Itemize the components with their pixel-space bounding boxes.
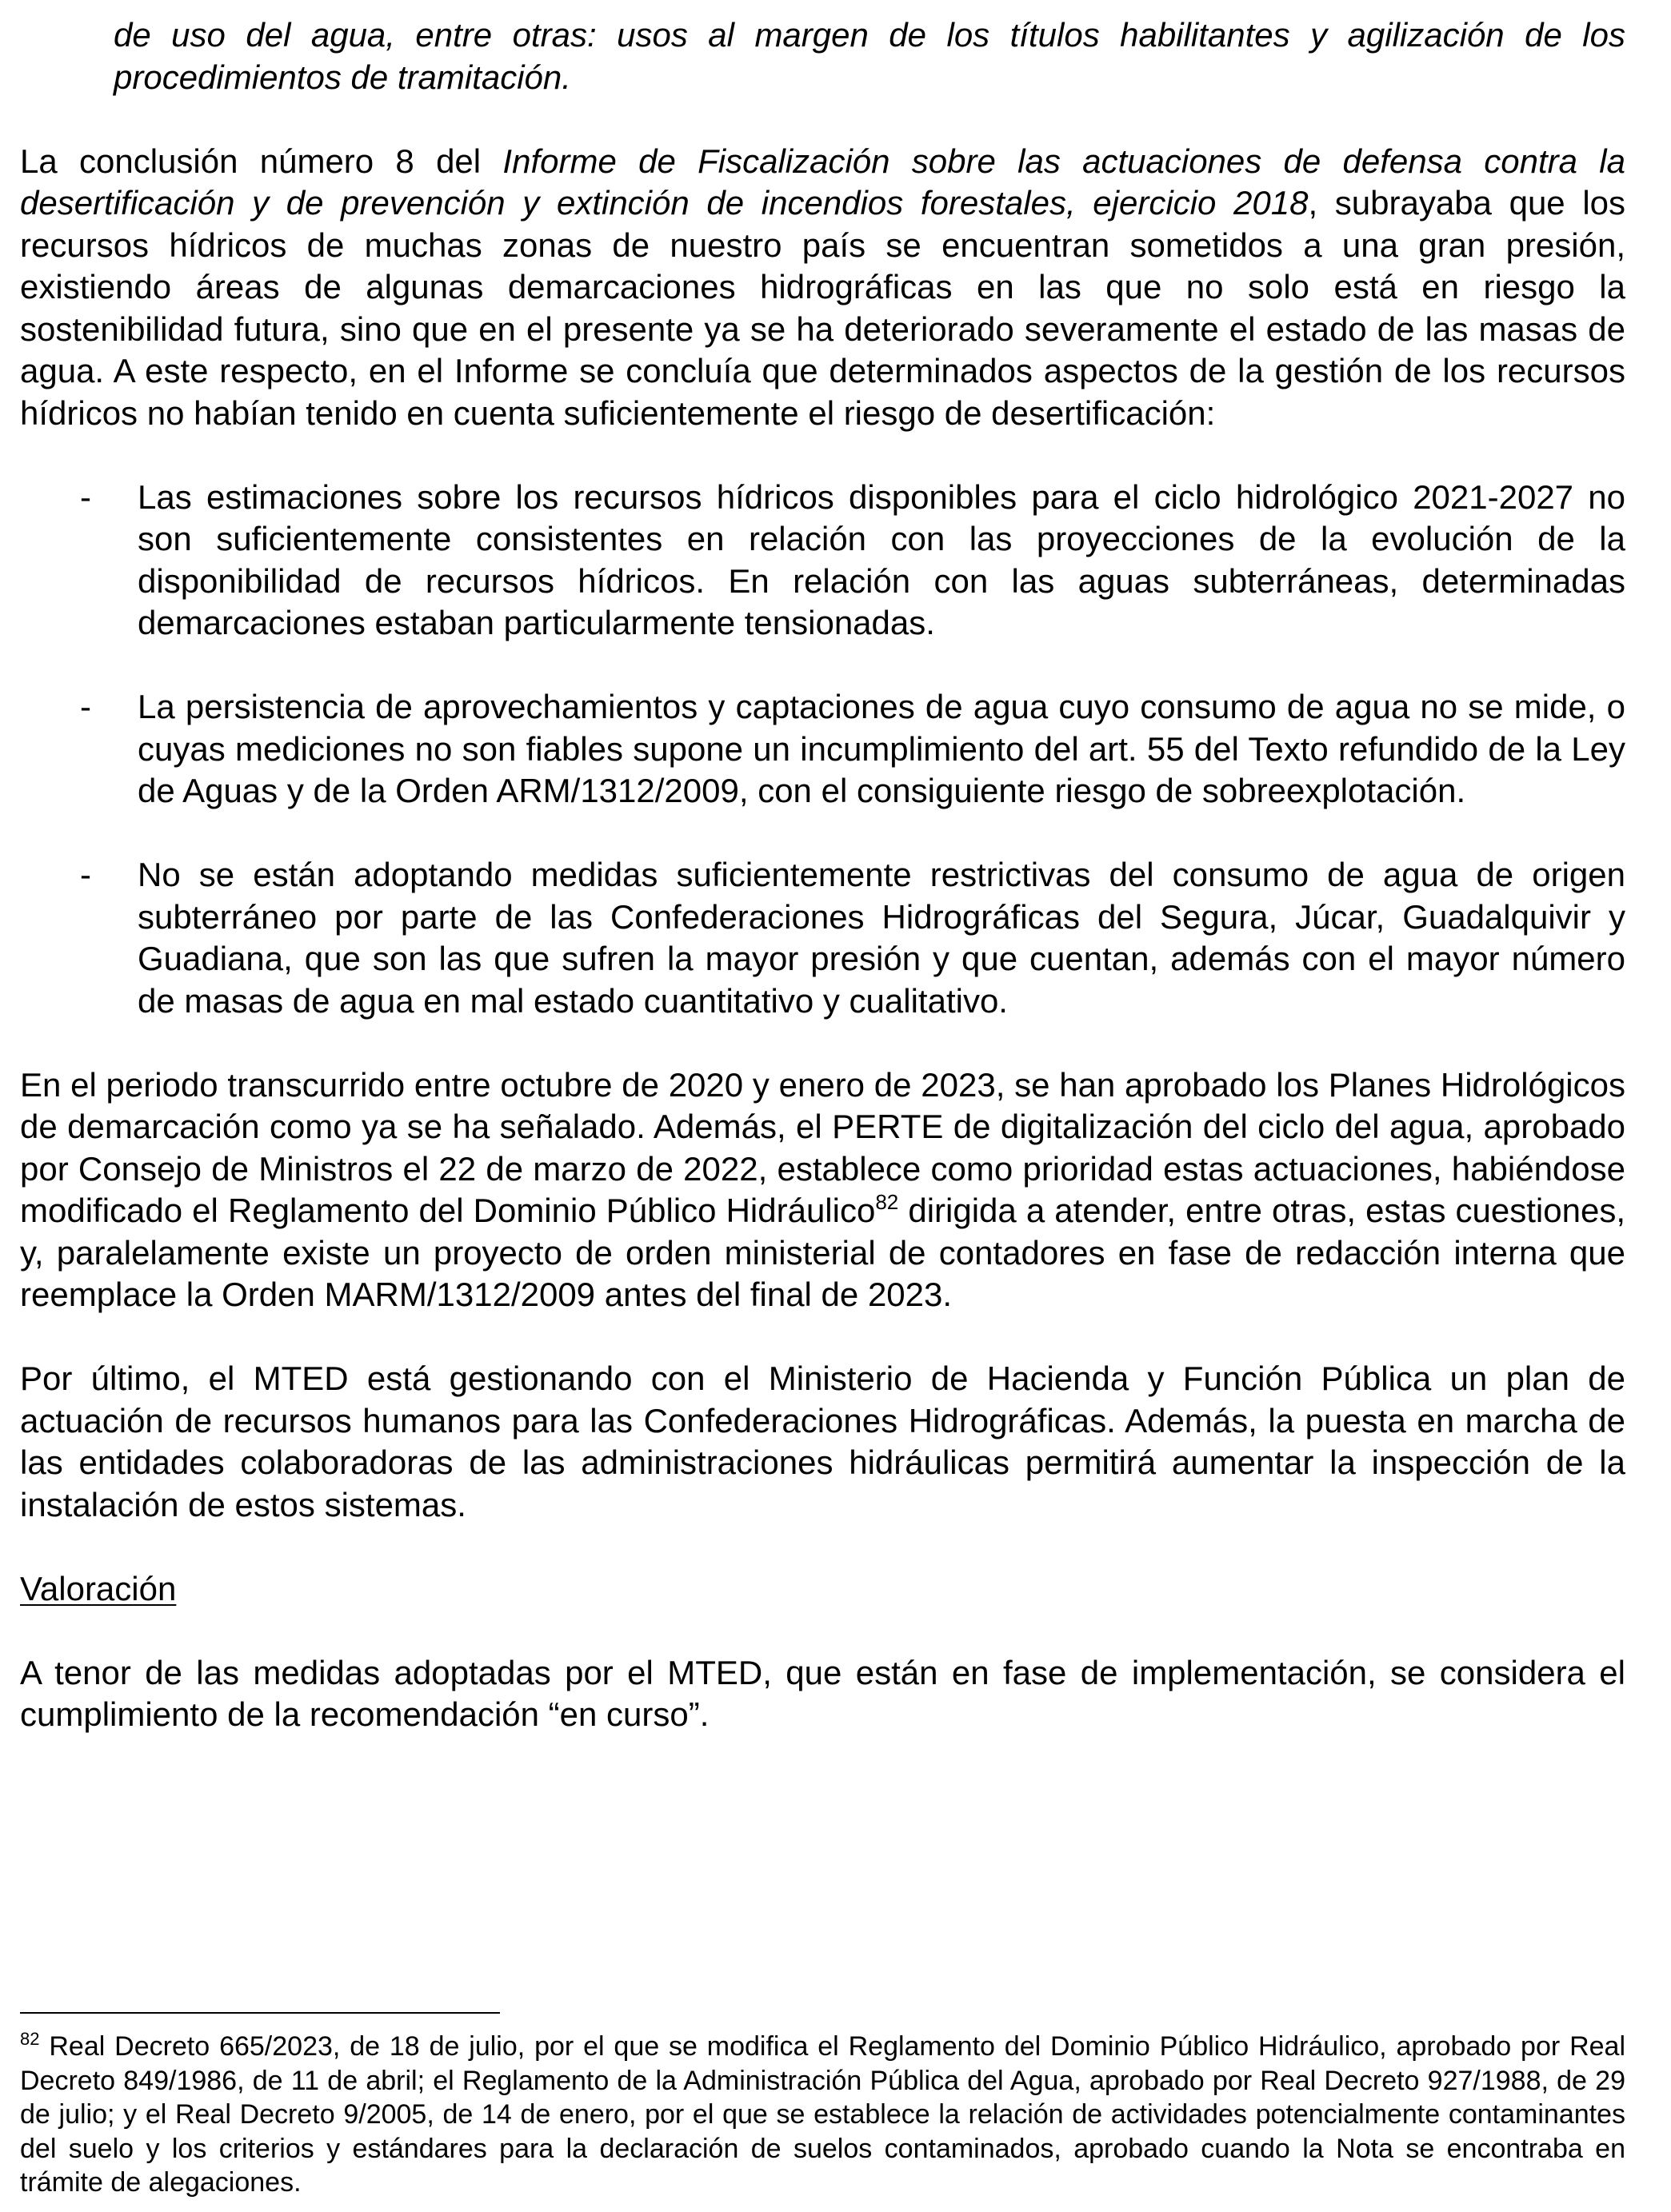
paragraph-conclusion-8-rest: , subrayaba que los recursos hídricos de muchas zonas de nuestro país se encuentran sometidos a una gran presión, existiendo áreas de algunas demarcaciones hidrográficas en las que no solo está en riesgo la sostenibilidad futura, sino que en el presente ya se ha deteriorado severamente el estado de las masas de agua. A este respecto, en el Informe se concluía que determinados aspectos de la gestión de los recursos hídricos no habían tenido en cuenta suficientemente el riesgo de desertificación:: [20, 184, 1626, 432]
bullet-item: [20, 686, 1625, 813]
bullet-dash: -: [80, 477, 91, 516]
document-page: [20, 14, 1625, 1736]
report-title: Informe de Fiscalización sobre las actuaciones de defensa contra la desertificación y de prevención y extinción de incendios forestales, ejercicio 2018: [20, 142, 1626, 222]
paragraph-conclusion-8-lead: La conclusión número 8 del: [20, 142, 503, 180]
bullet-dash: -: [80, 688, 91, 725]
footnote-text: Real Decreto 665/2023, de 18 de julio, por el que se modifica el Reglamento del Dominio Público Hidráulico, aprobado por Real Decreto 849/1986, de 11 de abril; el Reglamento de la Administración Pública del Agua, aprobado por Real Decreto 927/1988, de 29 de julio; y el Real Decreto 9/2005, de 14 de enero, por el que se establece la relación de actividades potencialmente contaminantes del suelo y los criterios y estándares para la declaración de suelos contaminados, aprobado cuando la Nota se encontraba en trámite de alegaciones.: [20, 2031, 1625, 2198]
footnote-reference[interactable]: 82: [875, 1190, 899, 1214]
footnote-82: [20, 2030, 1625, 2200]
paragraph-valoracion: A tenor de las medidas adoptadas por el MTED, que están en fase de implementación, se considera el cumplimiento de la recomendación “en curso”.: [20, 1653, 1625, 1733]
paragraph-perte: [20, 1064, 1625, 1316]
bullet-dash: -: [80, 856, 91, 893]
bullet-text: No se están adoptando medidas suficientemente restrictivas del consumo de agua de origen subterráneo por parte de las Confederaciones Hidrográficas del Segura, Júcar, Guadalquivir y Guadiana, que son las que sufren la mayor presión y que cuentan, además con el mayor número de masas de agua en mal estado cuantitativo y cualitativo.: [138, 856, 1625, 1020]
bullet-text: La persistencia de aprovechamientos y captaciones de agua cuyo consumo de agua no se mide, o cuyas mediciones no son fiables supone un incumplimiento del art. 55 del Texto refundido de la Ley de Aguas y de la Orden ARM/1312/2009, con el consiguiente riesgo de sobreexplotación.: [138, 688, 1625, 809]
bullet-text: Las estimaciones sobre los recursos hídricos disponibles para el ciclo hidrológico 2021-2027 no son suficientemente consistentes en relación con las proyecciones de la evolución de la disponibilidad de recursos hídricos. En relación con las aguas subterráneas, determinadas demarcaciones estaban particularmente tensionadas.: [138, 477, 1625, 641]
intro-quote: de uso del agua, entre otras: usos al margen de los títulos habilitantes y agilización de los procedimientos de tramitación.: [114, 16, 1625, 96]
footnote-separator: [20, 2012, 500, 2014]
section-heading-valoracion: [20, 1568, 1625, 1611]
paragraph-conclusion-8: [20, 141, 1625, 435]
bullet-item: [20, 854, 1625, 1022]
paragraph-perte-after: dirigida a atender, entre otras, estas cuestiones, y, paralelamente existe un proyecto de orden ministerial de contadores en fase de redacción interna que reemplace la Orden MARM/1312/2009 antes del final de 2023.: [20, 1192, 1625, 1313]
bullet-item: [20, 477, 1625, 645]
footnote-number: 82: [20, 2029, 40, 2049]
paragraph-mted: Por último, el MTED está gestionando con el Ministerio de Hacienda y Función Pública un plan de actuación de recursos humanos para las Confederaciones Hidrográficas. Además, la puesta en marcha de las entidades colaboradoras de las administraciones hidráulicas permitirá aumentar la inspección de la instalación de estos sistemas.: [20, 1360, 1625, 1523]
paragraph-perte-before: En el periodo transcurrido entre octubre de 2020 y enero de 2023, se han aprobado los Planes Hidrológicos de demarcación como ya se ha señalado. Además, el PERTE de digitalización del ciclo del agua, aprobado por Consejo de Ministros el 22 de marzo de 2022, establece como prioridad estas actuaciones, habiéndose modificado el Reglamento del Dominio Público Hidráulico: [20, 1065, 1625, 1229]
section-heading-text: Valoración: [20, 1569, 177, 1607]
